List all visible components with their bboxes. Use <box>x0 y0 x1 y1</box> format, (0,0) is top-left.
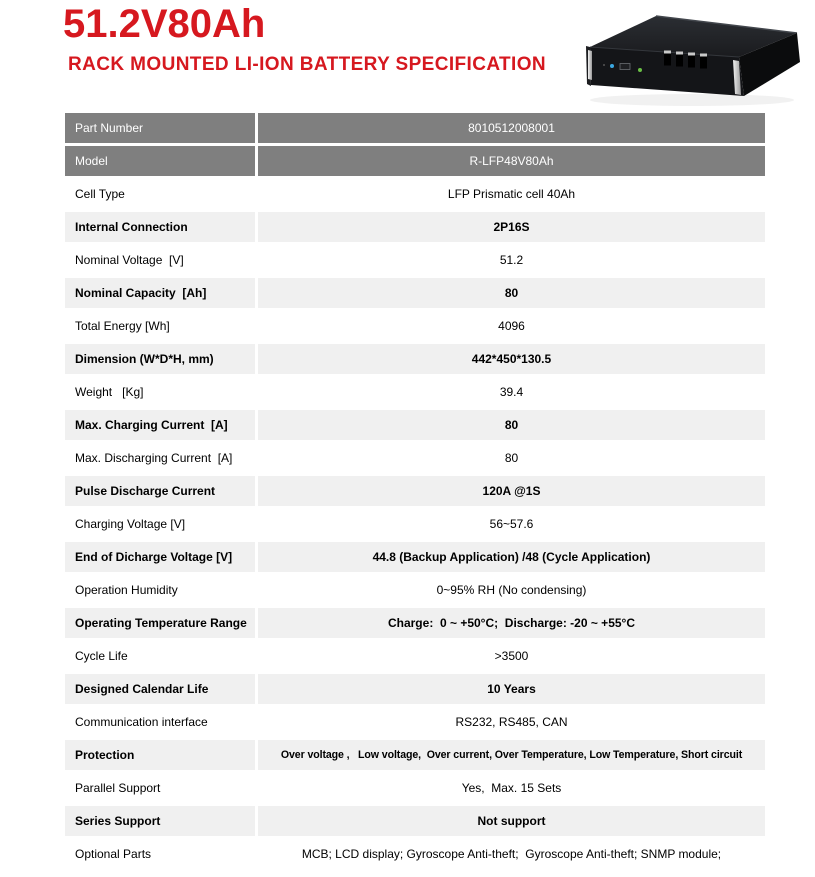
page-subtitle: RACK MOUNTED LI-ION BATTERY SPECIFICATION <box>68 54 547 75</box>
spec-value: RS232, RS485, CAN <box>258 707 765 737</box>
spec-value: 8010512008001 <box>258 113 765 143</box>
row-operation-humidity <box>65 575 765 605</box>
row-model <box>65 146 765 176</box>
spec-label: Designed Calendar Life <box>65 674 255 704</box>
spec-label: Series Support <box>65 806 255 836</box>
spec-label: Nominal Voltage [V] <box>65 245 255 275</box>
spec-label: Max. Charging Current [A] <box>65 410 255 440</box>
spec-value: Yes, Max. 15 Sets <box>258 773 765 803</box>
spec-label: Part Number <box>65 113 255 143</box>
spec-label: Operation Humidity <box>65 575 255 605</box>
specification-table <box>65 113 765 872</box>
spec-label: Operating Temperature Range <box>65 608 255 638</box>
spec-value: 4096 <box>258 311 765 341</box>
page-title: 51.2V80Ah <box>63 2 266 46</box>
row-nominal-voltage <box>65 245 765 275</box>
spec-label: Internal Connection <box>65 212 255 242</box>
spec-value: 51.2 <box>258 245 765 275</box>
row-cell-type <box>65 179 765 209</box>
spec-value: 120A @1S <box>258 476 765 506</box>
spec-label: Communication interface <box>65 707 255 737</box>
spec-value: 442*450*130.5 <box>258 344 765 374</box>
spec-label: Cycle Life <box>65 641 255 671</box>
row-charging-voltage <box>65 509 765 539</box>
spec-label: Parallel Support <box>65 773 255 803</box>
spec-value: 80 <box>258 443 765 473</box>
spec-value: Over voltage , Low voltage, Over current, Over Temperature, Low Temperature, Short circuit <box>258 740 765 770</box>
spec-value: 80 <box>258 410 765 440</box>
spec-label: Optional Parts <box>65 839 255 869</box>
spec-label: Protection <box>65 740 255 770</box>
spec-value: LFP Prismatic cell 40Ah <box>258 179 765 209</box>
spec-label: Dimension (W*D*H, mm) <box>65 344 255 374</box>
spec-label: Nominal Capacity [Ah] <box>65 278 255 308</box>
spec-label: Charging Voltage [V] <box>65 509 255 539</box>
spec-label: Max. Discharging Current [A] <box>65 443 255 473</box>
spec-value: MCB; LCD display; Gyroscope Anti-theft; Gyroscope Anti-theft; SNMP module; <box>258 839 765 869</box>
row-internal-connection <box>65 212 765 242</box>
spec-value: 10 Years <box>258 674 765 704</box>
row-dimension <box>65 344 765 374</box>
row-max-charging-current <box>65 410 765 440</box>
spec-value: 44.8 (Backup Application) /48 (Cycle Application) <box>258 542 765 572</box>
spec-label: Weight [Kg] <box>65 377 255 407</box>
row-nominal-capacity <box>65 278 765 308</box>
front-port <box>620 64 630 70</box>
row-end-of-discharge-voltage <box>65 542 765 572</box>
status-led-blue <box>610 64 614 68</box>
row-designed-calendar-life <box>65 674 765 704</box>
battery-illustration <box>560 0 815 112</box>
row-weight <box>65 377 765 407</box>
spec-value: 2P16S <box>258 212 765 242</box>
status-led-green <box>638 68 642 72</box>
row-optional-parts <box>65 839 765 869</box>
spec-value: Not support <box>258 806 765 836</box>
row-protection <box>65 740 765 770</box>
row-cycle-life <box>65 641 765 671</box>
row-max-discharging-current <box>65 443 765 473</box>
battery-product-image <box>560 0 815 112</box>
row-parallel-support <box>65 773 765 803</box>
spec-label: End of Dicharge Voltage [V] <box>65 542 255 572</box>
spec-label: Pulse Discharge Current <box>65 476 255 506</box>
row-communication-interface <box>65 707 765 737</box>
spec-label: Total Energy [Wh] <box>65 311 255 341</box>
spec-value: >3500 <box>258 641 765 671</box>
row-total-energy <box>65 311 765 341</box>
row-pulse-discharge-current <box>65 476 765 506</box>
row-operating-temperature-range <box>65 608 765 638</box>
spec-value: R-LFP48V80Ah <box>258 146 765 176</box>
spec-value: 39.4 <box>258 377 765 407</box>
spec-value: 0~95% RH (No condensing) <box>258 575 765 605</box>
spec-label: Cell Type <box>65 179 255 209</box>
row-series-support <box>65 806 765 836</box>
spec-label: Model <box>65 146 255 176</box>
spec-value: 80 <box>258 278 765 308</box>
spec-value: Charge: 0 ~ +50°C; Discharge: -20 ~ +55°C <box>258 608 765 638</box>
row-part-number <box>65 113 765 143</box>
spec-value: 56~57.6 <box>258 509 765 539</box>
